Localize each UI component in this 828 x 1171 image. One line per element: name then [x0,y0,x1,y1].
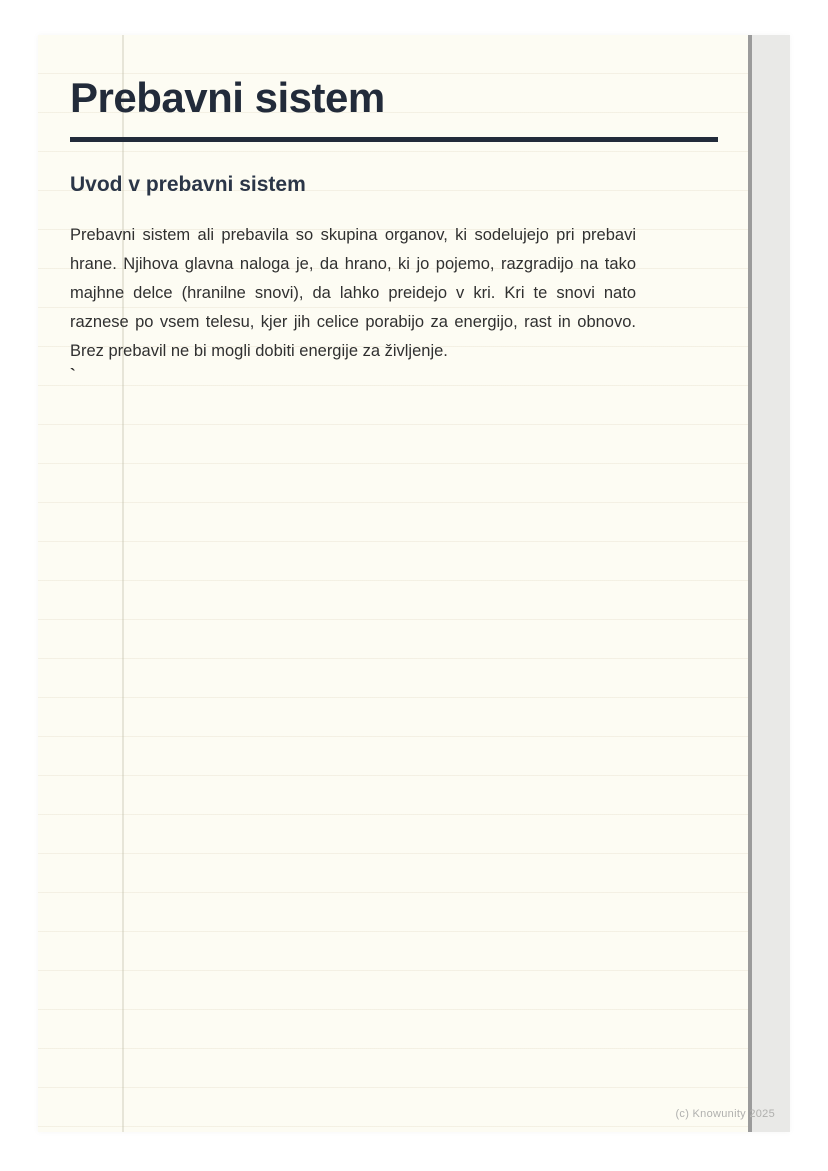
stray-character: ` [70,365,76,384]
section-heading: Uvod v prebavni sistem [70,173,306,196]
title-divider [70,137,718,142]
document-page [38,35,790,1132]
copyright-watermark: (c) Knowunity 2025 [675,1108,775,1120]
page-title: Prebavni sistem [70,74,385,121]
page-edge-strip [748,35,790,1132]
intro-paragraph: Prebavni sistem ali prebavila so skupina organov, ki sodelujejo pri prebavi hrane. Njihova glavna naloga je, da hrano, ki jo pojemo, razgradijo na tako majhne delce (hranilne snovi), da lahko preidejo v kri. Kri te snovi nato raznese po vsem telesu, kjer jih celice porabijo za energijo, rast in obnovo. Brez prebavil ne bi mogli dobiti energije za življenje. [70,226,636,360]
notebook-margin-line [122,35,124,1132]
